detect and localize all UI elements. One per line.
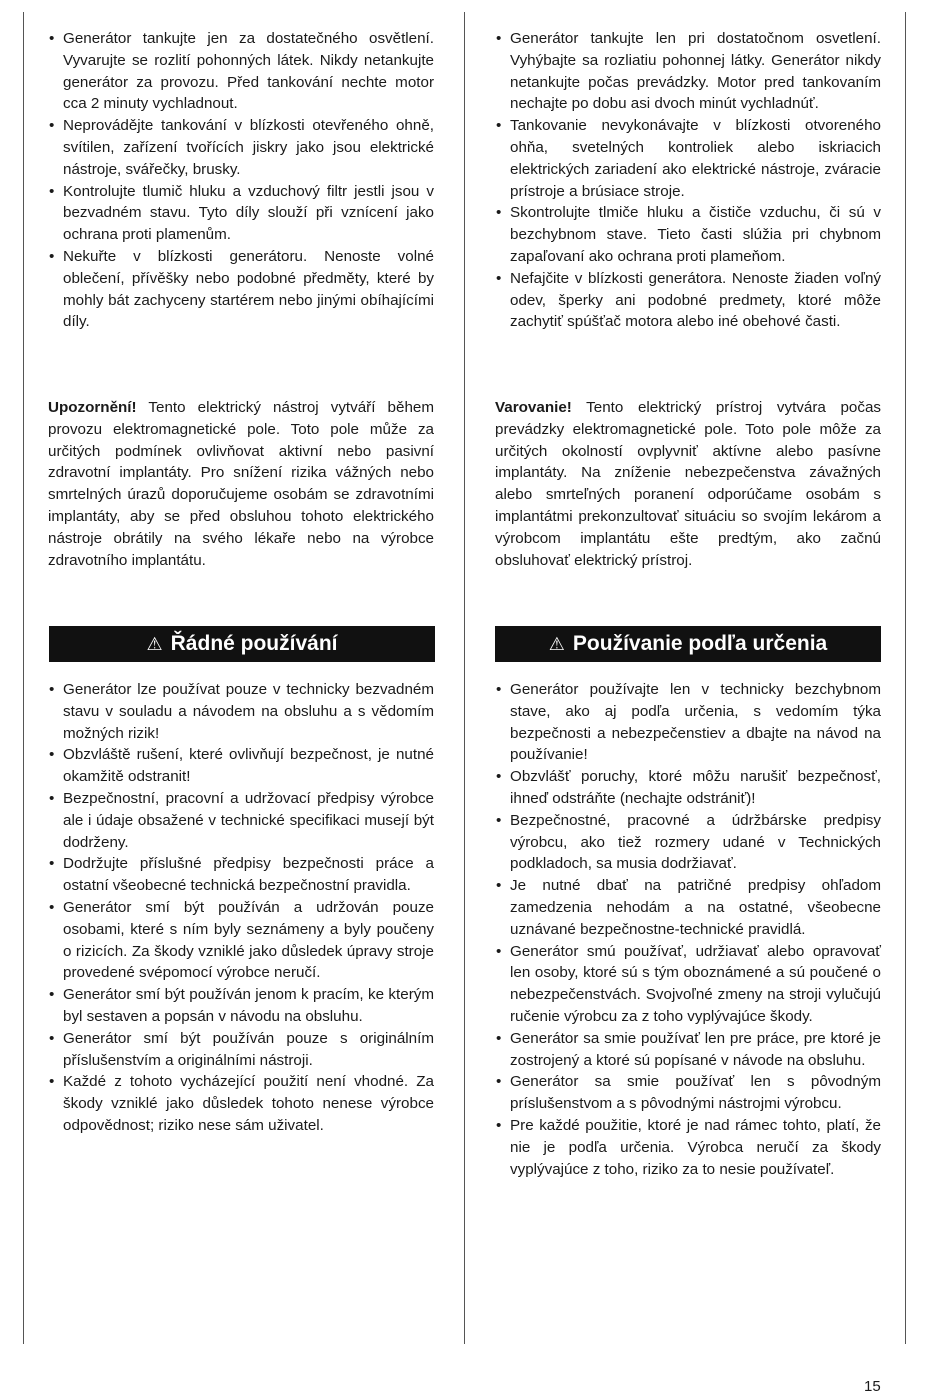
right-usage-bullets [495,679,881,1180]
list-item: • Generátor lze používat pouze v technicky bezvadném stavu v souladu a návodem na obsluhu a s vědomím možných rizik! [48,679,434,744]
list-item: • Pre každé použitie, ktoré je nad rámec tohto, platí, že nie je podľa určenia. Výrobca neručí za škody vyplývajúce z toho, riziko za to nesie používateľ. [495,1115,881,1180]
left-warning-paragraph [48,397,434,571]
warning-triangle-icon: ⚠ [548,633,565,655]
list-item: • Obzvláště rušení, které ovlivňují bezpečnost, je nutné okamžitě odstranit! [48,744,434,788]
right-warning-paragraph [495,397,881,571]
right-section-heading [495,626,881,662]
list-item: • Bezpečnostní, pracovní a udržovací předpisy výrobce ale i údaje obsažené v technické specifikaci musejí být dodrženy. [48,788,434,853]
list-item: • Kontrolujte tlumič hluku a vzduchový filtr jestli jsou v bezvadném stavu. Tyto díly slouží při vznícení jako ochrana proti plamenům. [48,181,434,246]
left-margin-rule [23,12,24,1344]
list-item: • Generátor smí být používán a udržován pouze osobami, které s ním byly seznámeny a byly poučeny o rizicích. Za škody vzniklé jako důsledek úpravy stroje provedené svépomocí výrobce neručí. [48,897,434,984]
right-fueling-bullets [495,28,881,333]
list-item: • Neprovádějte tankování v blízkosti otevřeného ohně, svítilen, zařízení tvořících jiskry jako jsou elektrické nástroje, svářečky, brusky. [48,115,434,180]
list-item: • Každé z tohoto vycházející použití není vhodné. Za škody vzniklé jako důsledek tohoto nenese výrobce odpovědnost; riziko nese sám uživatel. [48,1071,434,1136]
list-item: • Je nutné dbať na patričné predpisy ohľadom zamedzenia nehodám a na ostatné, všeobecne uznávané bezpečnostne-technické pravidlá. [495,875,881,940]
warning-triangle-icon: ⚠ [146,633,163,655]
list-item: • Skontrolujte tlmiče hluku a čističe vzduchu, či sú v bezchybnom stave. Tieto časti slúžia pri chybnom zapaľovaní ako ochrana proti plameňom. [495,202,881,267]
warning-text: Tento elektrický prístroj vytvára počas prevádzky elektromagnetické pole. Toto pole môže za určitých okolností ovplyvniť aktívne alebo pasívne implantáty. Na zníženie nebezpečenstva závažných alebo smrteľných poranení odporúčame osobám s implantátmi prekonzultovať situáciu so svojím lekárom a výrobcom implantátu ešte predtým, ako začnú obsluhovať elektrický prístroj. [495,399,881,569]
list-item: • Generátor smú používať, udržiavať alebo opravovať len osoby, ktoré sú s tým oboznámené a sú poučené o nebezpečenstvách. Svojvoľné zmeny na stroji vylučujú ručenie výrobcu za z toho vyplývajúce škody. [495,941,881,1028]
list-item: • Generátor sa smie používať len pre práce, pre ktoré je zostrojený a ktoré sú popísané v návode na obsluhu. [495,1028,881,1072]
list-item: • Generátor tankujte len pri dostatočnom osvetlení. Vyhýbajte sa rozliatiu pohonnej látky. Generátor nikdy netankujte počas prevádzky. Motor pred tankovaním nechajte po dobu asi dvoch minút vychladnúť. [495,28,881,115]
list-item: • Bezpečnostné, pracovné a údržbárske predpisy výrobcu, ako tiež rozmery udané v Technických podkladoch, sa musia dodržiavať. [495,810,881,875]
left-top-section [48,28,434,333]
list-item: • Generátor sa smie používať len s pôvodným príslušenstvom a s pôvodnými nástrojmi výrobcu. [495,1071,881,1115]
warning-label: Upozornění! [48,399,137,416]
left-fueling-bullets [48,28,434,333]
list-item: • Obzvlášť poruchy, ktoré môžu narušiť bezpečnosť, ihneď odstráňte (nechajte odstrániť)! [495,766,881,810]
heading-text: Řádné používání [170,632,338,655]
page-number: 15 [864,1378,881,1395]
list-item: • Tankovanie nevykonávajte v blízkosti otvoreného ohňa, svetelných kontroliek alebo iskriacich elektrických zariadení ako elektrické nástroje, zváracie prístroje a brúsiace stroje. [495,115,881,202]
list-item: • Generátor smí být používán pouze s originálním příslušenstvím a originálními nástroji. [48,1028,434,1072]
right-top-section [495,28,881,333]
list-item: • Generátor tankujte jen za dostatečného osvětlení. Vyvarujte se rozlití pohonných látek. Nikdy netankujte generátor za provozu. Před tankování nechte motor cca 2 minuty vychladnout. [48,28,434,115]
warning-label: Varovanie! [495,399,572,416]
heading-text: Používanie podľa určenia [572,632,828,655]
left-usage-section [48,679,434,1137]
list-item: • Dodržujte příslušné předpisy bezpečnosti práce a ostatní všeobecné technická bezpečnostní pravidla. [48,853,434,897]
list-item: • Nekuřte v blízkosti generátoru. Nenoste volné oblečení, přívěšky nebo podobné předměty, které by mohly bát zachyceny startérem nebo jinými obíhajícími díly. [48,246,434,333]
warning-text: Tento elektrický nástroj vytváří během provozu elektromagnetické pole. Toto pole může za určitých podmínek ovlivňovat aktivní nebo pasivní zdravotní implantáty. Pro snížení rizika vážných nebo smrtelných úrazů doporučujeme osobám se zdravotními implantáty, aby se před obsluhou tohoto elektrického nástroje obrátily na svého lékaře nebo na výrobce zdravotního implantátu. [48,399,434,569]
right-usage-section [495,679,881,1180]
right-margin-rule [905,12,906,1344]
center-column-rule [464,12,465,1344]
list-item: • Generátor používajte len v technicky bezchybnom stave, ako aj podľa určenia, s vedomím týka bezpečnosti a nebezpečenstiev a dbajte na návod na používanie! [495,679,881,766]
left-usage-bullets [48,679,434,1137]
left-section-heading [49,626,435,662]
list-item: • Nefajčite v blízkosti generátora. Nenoste žiaden voľný odev, šperky ani podobné predmety, ktoré môže zachytiť spúšťač motora alebo iné obehové časti. [495,268,881,333]
list-item: • Generátor smí být používán jenom k pracím, ke kterým byl sestaven a popsán v návodu na obsluhu. [48,984,434,1028]
